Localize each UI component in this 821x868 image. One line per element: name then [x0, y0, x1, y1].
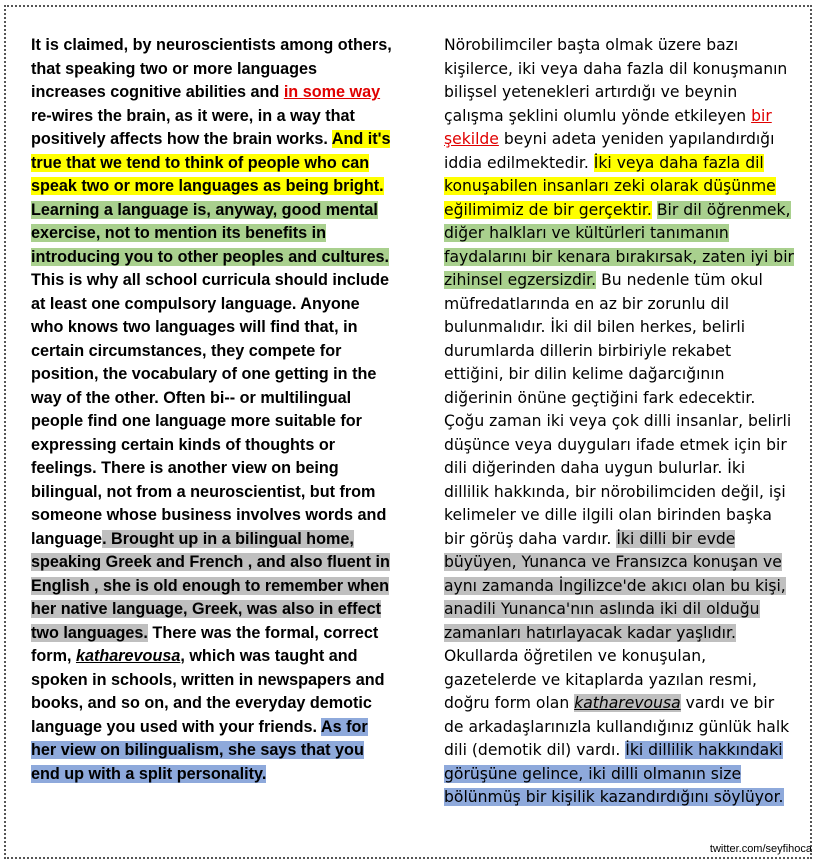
turkish-text-2: beyni adeta yeniden yapılandırdığı iddia edilmektedir.: [444, 130, 775, 172]
english-text-5: , which was taught and spoken in schools, written in newspapers and books, and so on, and the everyday demotic language you used with your friends.: [31, 647, 385, 736]
twitter-credit: twitter.com/seyfihoca: [709, 843, 812, 855]
turkish-gray-highlight: İki dilli bir evde büyüyen, Yunanca ve Fransızca konuşan ve aynı zamanda İngilizce'de akıcı olan bu kişi, anadili Yunanca'nın aslında iki dil olduğu zamanları hatırlayacak kadar yaşlıdır.: [444, 529, 786, 642]
turkish-yellow-highlight: İki veya daha fazla dil konuşabilen insanları zeki olarak düşünme eğilimimiz de bir gerçektir.: [444, 153, 776, 219]
english-gray-highlight: . Brought up in a bilingual home, speaking Greek and French , and also fluent in English , she is old enough to remember when her native language, Greek, was also in effect two languages.: [31, 529, 390, 642]
turkish-text-5: vardı ve bir de arkadaşlarınızla kullandığınız günlük halk dili (demotik dil) vardı.: [444, 694, 790, 759]
turkish-text-4: Okullarda öğretilen ve konuşulan, gazetelerde ve kitaplarda yazılan resmi, doğru form olan: [444, 647, 757, 712]
english-katharevousa: katharevousa: [75, 647, 181, 665]
english-yellow-highlight: And it's true that we tend to think of people who can speak two or more languages as being bright.: [31, 130, 391, 195]
english-column: [31, 34, 393, 786]
english-text-2: re-wires the brain, as it were, in a way that positively affects how the brain works.: [31, 106, 355, 148]
english-text-1: It is claimed, by neuroscientists among others, that speaking two or more languages increases cognitive abilities and: [31, 36, 392, 101]
english-green-highlight: Learning a language is, anyway, good mental exercise, not to mention its benefits in introducing you to other peoples and cultures.: [31, 200, 389, 266]
english-red-phrase: in some way: [283, 83, 381, 101]
turkish-red-phrase: bir şekilde: [444, 106, 772, 148]
turkish-text-1: Nörobilimciler başta olmak üzere bazı kişilerce, iki veya daha fazla dil konuşmanın bilişsel yetenekleri artırdığı ve beynin çalışma şeklini olumlu yönde etkileyen: [444, 36, 788, 125]
english-text-3: This is why all school curricula should include at least one compulsory language. Anyone who knows two languages will find that, in certain circumstances, they compete for position, the vocabulary of one getting in the way of the other. Often bi-- or multilingual people find one language more suitable for expressing certain kinds of thoughts or feelings. There is another view on being bilingual, not from a neuroscientist, but from someone whose business involves words and language: [31, 271, 389, 548]
english-text-4: There was the formal, correct form,: [31, 623, 379, 665]
turkish-text-3: Bu nedenle tüm okul müfredatlarında en az bir zorunlu dil bulunmalıdır. İki dil bilen herkes, belirli durumlarda dillerin birbiriyle rekabet ettiğini, bir dilin kelime dağarcığının diğerinin önüne geçtiğini fark edecektir. Çoğu zaman iki veya çok dilli insanlar, belirli düşünce veya duyguları ifade etmek için bir dili diğerinden daha uygun bulurlar. İki dillilik hakkında, bir nörobilimciden değil, işi kelimeler ve dille ilgili olan birinden başka bir görüş daha vardır.: [444, 271, 792, 548]
turkish-green-highlight: Bir dil öğrenmek, diğer halkları ve kültürleri tanımanın faydalarını bir kenara bırakırsak, zaten iyi bir zihinsel egzersizdir.: [444, 200, 794, 289]
english-blue-highlight: As for her view on bilingualism, she says that you end up with a split personality.: [31, 717, 368, 783]
turkish-column: [444, 34, 794, 810]
turkish-katharevousa: katharevousa: [574, 694, 681, 712]
turkish-blue-highlight: İki dillilik hakkındaki görüşüne gelince, iki dilli olmanın size bölünmüş bir kişilik kazandırdığını söylüyor.: [444, 741, 784, 806]
